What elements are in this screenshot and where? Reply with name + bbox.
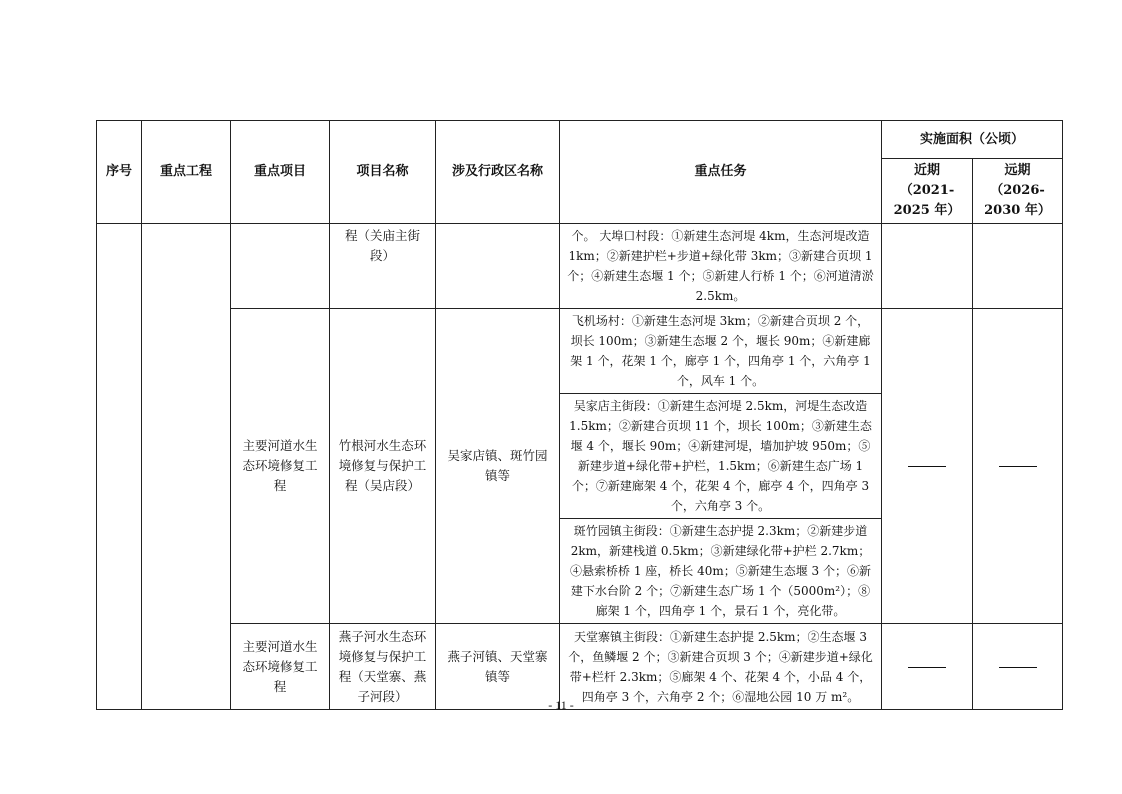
table-row: [97, 224, 1063, 309]
header-item-name: 项目名称: [330, 121, 436, 224]
header-seq: 序号: [97, 121, 142, 224]
near-cell: [882, 224, 973, 309]
header-key-task: 重点任务: [560, 121, 882, 224]
header-admin-region: 涉及行政区名称: [436, 121, 560, 224]
task-cell: 吴家店主街段：①新建生态河堤 2.5km，河堤生态改造 1.5km；②新建合页坝 11 个，坝长 100m；③新建生态堰 4 个，堰长 90m；④新建河堤，墙加护坡 950m；⑤新建步道+绿化带+护栏，1.5km；⑥新建生态广场 1 个；⑦新建廊架 4 个，花架 4 个，廊亭 4 个，四角亭 3 个，六角亭 3 个。: [560, 394, 882, 519]
key-project-cell: [142, 224, 231, 710]
key-item-cell: 主要河道水生态环境修复工程: [231, 624, 330, 710]
dash-line: [999, 466, 1037, 467]
table-row: [97, 309, 1063, 394]
project-table: [96, 120, 1063, 710]
header-area: 实施面积（公顷）: [882, 121, 1063, 159]
admin-region-cell: 吴家店镇、斑竹园镇等: [436, 309, 560, 624]
admin-region-cell: 燕子河镇、天堂寨镇等: [436, 624, 560, 710]
dash-line: [908, 667, 946, 668]
task-cell: 斑竹园镇主街段：①新建生态护提 2.3km；②新建步道 2km，新建栈道 0.5km；③新建绿化带+护栏 2.7km；④悬索桥桥 1 座，桥长 40m；⑤新建生态堰 3 个；⑥新建下水台阶 2 个；⑦新建生态广场 1 个（5000m²）；⑧廊架 1 个，四角亭 1 个，景石 1 个，亮化带。: [560, 519, 882, 624]
admin-region-cell: [436, 224, 560, 309]
page-number: - 11 -: [548, 698, 574, 712]
near-cell: [882, 309, 973, 624]
far-cell: [973, 309, 1063, 624]
key-item-cell: 主要河道水生态环境修复工程: [231, 309, 330, 624]
key-item-cell: [231, 224, 330, 309]
item-name-cell: 程（关庙主街段）: [330, 224, 436, 309]
header-near: 近期（2021-2025 年）: [882, 159, 973, 224]
seq-cell: [97, 224, 142, 710]
task-cell: 天堂寨镇主街段：①新建生态护提 2.5km；②生态堰 3 个，鱼鳞堰 2 个；③新建合页坝 3 个；④新建步道+绿化带+栏杆 2.3km；⑤廊架 4 个、花架 4 个，小品 4 个，四角亭 3 个，六角亭 2 个；⑥湿地公园 10 万 m²。: [560, 624, 882, 710]
header-key-item: 重点项目: [231, 121, 330, 224]
table-row: [97, 624, 1063, 710]
task-cell: 飞机场村：①新建生态河堤 3km；②新建合页坝 2 个，坝长 100m；③新建生态堰 2 个，堰长 90m；④新建廊架 1 个，花架 1 个，廊亭 1 个，四角亭 1 个，六角亭 1 个，风车 1 个。: [560, 309, 882, 394]
item-name-cell: 燕子河水生态环境修复与保护工程（天堂寨、燕子河段）: [330, 624, 436, 710]
header-key-project: 重点工程: [142, 121, 231, 224]
dash-line: [908, 466, 946, 467]
header-far: 远期（2026-2030 年）: [973, 159, 1063, 224]
dash-line: [999, 667, 1037, 668]
near-cell: [882, 624, 973, 710]
item-name-cell: 竹根河水生态环境修复与保护工程（吴店段）: [330, 309, 436, 624]
far-cell: [973, 624, 1063, 710]
task-cell: 个。 大埠口村段：①新建生态河堤 4km，生态河堤改造 1km；②新建护栏+步道+绿化带 3km；③新建合页坝 1 个；④新建生态堰 1 个；⑤新建人行桥 1 个；⑥河道清淤 2.5km。: [560, 224, 882, 309]
far-cell: [973, 224, 1063, 309]
